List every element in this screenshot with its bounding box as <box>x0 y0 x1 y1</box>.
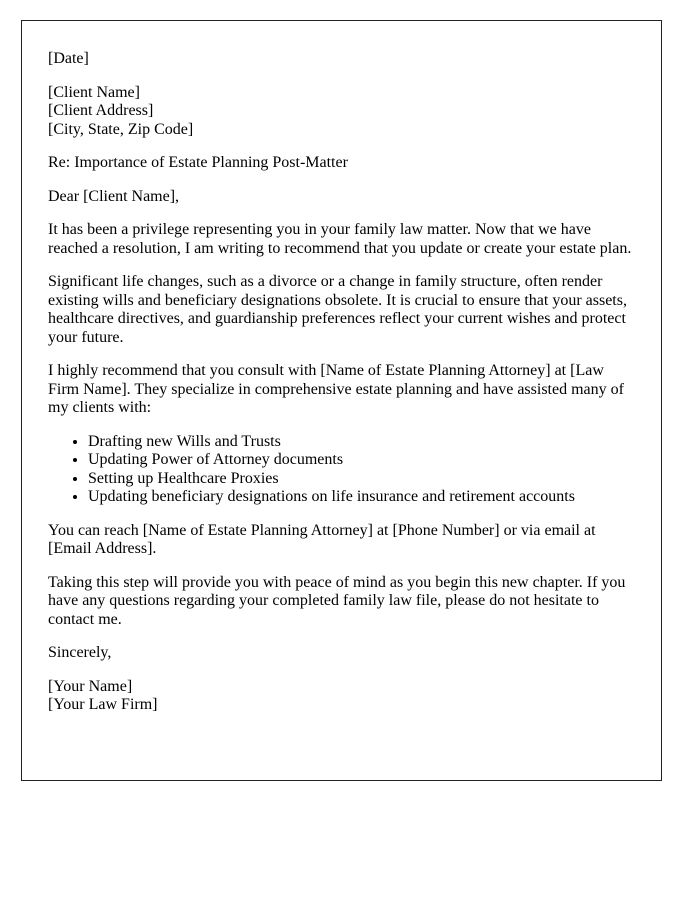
signature-name-line: [Your Name] <box>48 677 133 695</box>
letter-document <box>21 20 662 781</box>
closing: Sincerely, <box>48 644 112 661</box>
recipient-address-line: [Client Address] <box>48 102 154 119</box>
salutation: Dear [Client Name], <box>48 187 180 205</box>
paragraph-life-changes: Significant life changes, such as a divorce or a change in family structure, often render existing wills and beneficiary designations obsolete. It is crucial to ensure that your assets, healthcare directives, and guardianship preferences reflect your current wishes and protect your future. <box>48 273 627 346</box>
list-item-power-of-attorney: • Updating Power of Attorney documents <box>88 451 635 470</box>
recipient-name-line: [Client Name] <box>48 83 140 101</box>
recipient-city-state-zip-line: [City, State, Zip Code] <box>48 120 194 138</box>
list-item-wills-trusts: • Drafting new Wills and Trusts <box>88 433 635 452</box>
paragraph-contact: You can reach [Name of Estate Planning Attorney] at [Phone Number] or via email at [Email Address]. <box>48 521 596 557</box>
list-item-healthcare-proxies: • Setting up Healthcare Proxies <box>88 470 635 489</box>
paragraph-recommendation: I highly recommend that you consult with [Name of Estate Planning Attorney] at [Law Firm Name]. They specialize in comprehensive estate planning and have assisted many of my clients with: <box>48 362 624 416</box>
list-item-beneficiary-designations: • Updating beneficiary designations on life insurance and retirement accounts <box>88 488 635 507</box>
paragraph-intro: It has been a privilege representing you in your family law matter. Now that we have reached a resolution, I am writing to recommend that you update or create your estate plan. <box>48 221 632 257</box>
estate-planning-services-list <box>48 433 635 507</box>
signature-block <box>48 678 635 715</box>
recipient-address-block <box>48 84 635 140</box>
subject-line: Re: Importance of Estate Planning Post-Matter <box>48 154 348 171</box>
signature-firm-line: [Your Law Firm] <box>48 696 158 713</box>
date-placeholder: [Date] <box>48 50 89 67</box>
paragraph-peace-of-mind: Taking this step will provide you with peace of mind as you begin this new chapter. If you have any questions regarding your completed family law file, please do not hesitate to contact me. <box>48 573 626 628</box>
